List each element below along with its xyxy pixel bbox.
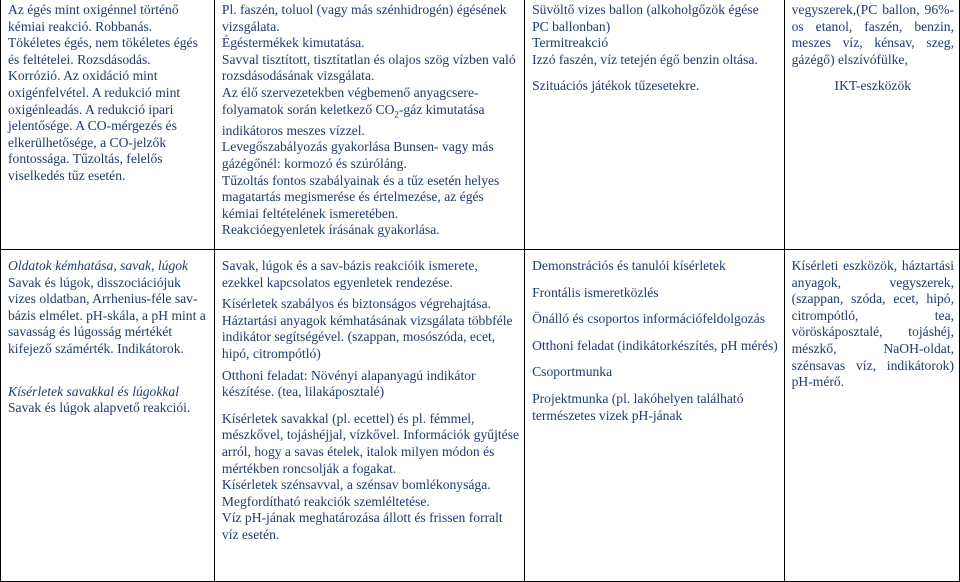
topic-text: Savak és lúgok, disszociációjuk vizes oldatban, Arrhenius-féle sav-bázis elmélet. pH-skála, a pH mint a savasság és lúgosság mértékét kifejező számérték. Indikátorok. (8, 274, 206, 356)
activity-cell (214, 0, 524, 250)
activity-text: Tűzoltás fontos szabályainak és a tűz esetén helyes magatartás megismerése és értelmezése, az égés kémiai feltételének ismeretében. (221, 172, 500, 221)
topic-cell (1, 0, 215, 250)
topic-cell (1, 250, 215, 582)
method-text: Frontális ismeretközlés (532, 284, 659, 300)
activity-text: Reakcióegyenletek írásának gyakorlása. (221, 222, 440, 238)
method-text: Otthoni feladat (indikátorkészítés, pH mérés) (532, 337, 778, 353)
tools-text: vegyszerek,(PC ballon, 96%-os etanol, faszén, benzin, meszes víz, kénsav, szeg, gázégő) elszívófülke, (791, 2, 954, 67)
activity-text: Kísérletek szabályos és biztonságos végrehajtása. (221, 296, 492, 312)
method-text: Önálló és csoportos információfeldolgozás (532, 311, 766, 327)
activity-text: Háztartási anyagok kémhatásának vizsgálata többféle indikátor segítségével. (szappan, mosószóda, ecet, hipó, citrompótló) (221, 312, 513, 361)
tools-text: IKT-eszközök (834, 78, 912, 94)
topic-text: Tökéletes égés, nem tökéletes égés és feltételei. Rozsdásodás. (8, 35, 198, 67)
activity-text: Savval tisztított, tisztítatlan és olajos szög vízben való rozsdásodásának vizsgálata. (221, 51, 516, 84)
activity-text: Levegőszabályozás gyakorlása Bunsen- vagy más gázégőnél: kormozó és szúróláng. (221, 139, 494, 172)
topic-text: Az égés mint oxigénnel történő kémiai reakció. Robbanás. (8, 2, 179, 34)
method-text: Csoportmunka (532, 364, 613, 380)
method-text: Projektmunka (pl. lakóhelyen található természetes vizek pH-jának (532, 390, 744, 423)
topic-heading: Kísérletek savakkal és lúgokkal (8, 383, 179, 399)
table-row (1, 0, 960, 250)
method-text: Szituációs játékok tűzesetekre. (532, 78, 700, 94)
tools-cell (784, 0, 959, 250)
method-cell (525, 0, 785, 250)
activity-text: Égéstermékek kimutatása. (221, 35, 365, 51)
table-row (1, 250, 960, 582)
method-cell (525, 250, 785, 582)
activity-text: Megfordítható reakciók szemléltetése. (221, 493, 430, 509)
tools-text: Kísérleti eszközök, háztartási anyagok, vegyszerek, (szappan, szóda, ecet, hipó, citrompótló, tea, vöröskáposztalé, tojáshéj, mészkő, NaOH-oldat, szénsavas víz, indikátorok) pH-mérő. (791, 258, 954, 390)
activity-text: Pl. faszén, toluol (vagy más szénhidrogén) égésének vizsgálata. (221, 2, 507, 34)
topic-heading: Oldatok kémhatása, savak, lúgok (8, 258, 189, 273)
activity-cell (214, 250, 524, 582)
method-text: Termitreakció (532, 35, 609, 51)
activity-text: Az élő szervezetekben végbemenő anyagcsere-folyamatok során keletkező $CO_2$-gáz kimutatása indikátoros meszes vízzel. (221, 84, 485, 138)
activity-text: Kísérletek savakkal (pl. ecettel) és pl. fémmel, mészkővel, tojáshéjjal, vízkővel. Információk gyűjtése arról, hogy a savas ételek, italok milyen módon és mértékben roncsolják a fogakat. (221, 410, 519, 476)
method-text: Izzó faszén, víz tetején égő benzin oltása. (532, 51, 758, 67)
topic-text: Korrózió. Az oxidáció mint oxigénfelvétel. A redukció mint oxigénleadás. A redukció ipari jelentősége. A CO-mérgezés és elkerülhetősége, a CO-jelzők fontossága. Tűzoltás, felelős viselkedés tűz esetén. (8, 68, 181, 183)
method-text: Demonstrációs és tanulói kísérletek (532, 258, 726, 273)
tools-cell (784, 250, 959, 582)
activity-text: Kísérletek szénsavval, a szénsav bomlékonysága. (221, 477, 491, 493)
activity-text: Savak, lúgok és a sav-bázis reakcióik ismerete, ezekkel kapcsolatos egyenletek rendezése. (221, 258, 478, 290)
activity-text: Víz pH-jának meghatározása állott és frissen forralt víz esetén. (221, 510, 503, 542)
activity-text: Otthoni feladat: Növényi alapanyagú indikátor készítése. (tea, lilakáposztalé) (221, 367, 476, 400)
topic-text: Savak és lúgok alapvető reakciói. (8, 400, 191, 416)
method-text: Süvöltő vizes ballon (alkoholgőzök égése PC ballonban) (532, 2, 759, 34)
